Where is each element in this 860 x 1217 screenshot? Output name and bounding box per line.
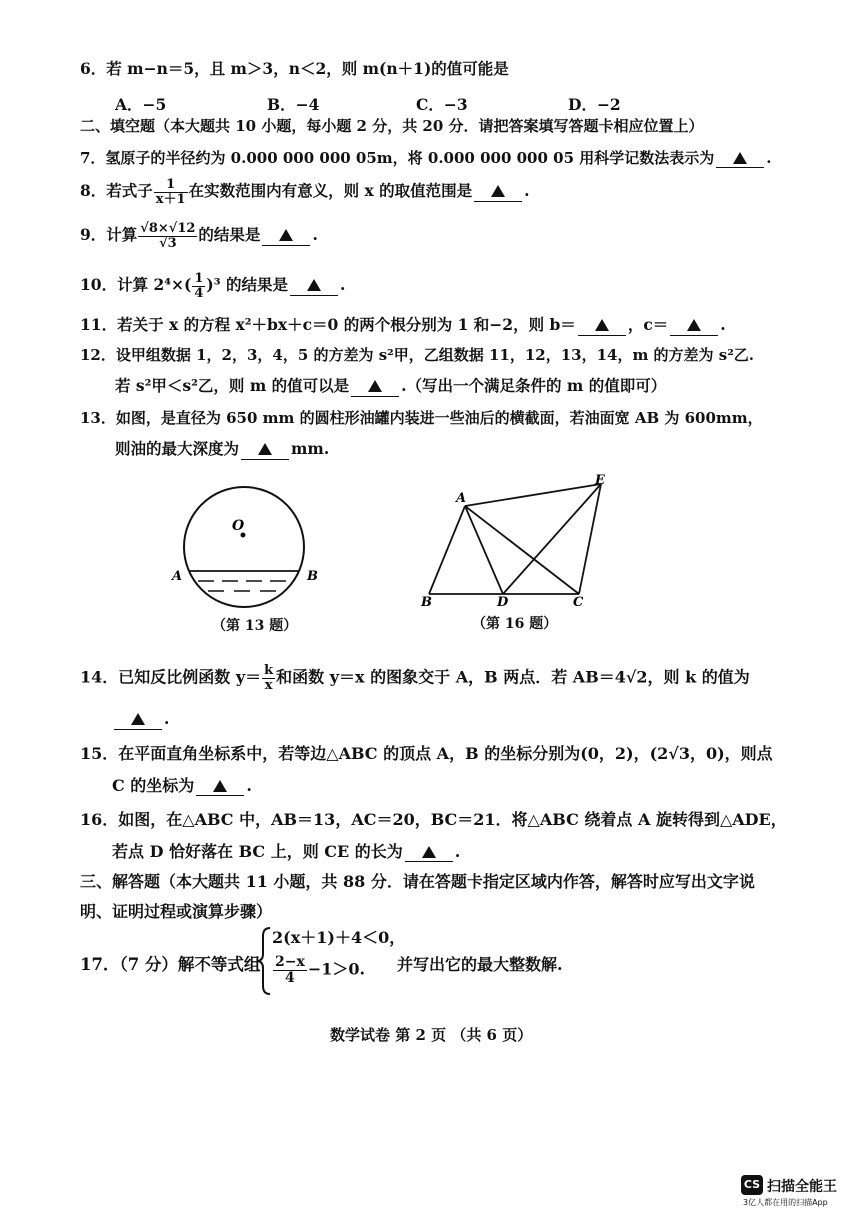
q15-text-pre: C 的坐标为 (112, 776, 195, 795)
q17-frac-num: 2−x (275, 954, 305, 970)
triangle-icon (687, 319, 701, 331)
q10-fraction (192, 272, 205, 300)
q11-end: . (720, 315, 726, 334)
q8-text-mid: 在实数范围内有意义，则 x 的取值范围是 (188, 181, 473, 201)
q12-text-pre: 若 s²甲＜s²乙，则 m 的值可以是 (115, 376, 350, 395)
q6-option-a: A．−5 (115, 95, 167, 114)
figure-16-caption: （第 16 题） (472, 616, 558, 632)
q14-text-mid: 和函数 y＝x 的图象交于 A，B 两点．若 AB＝4√2，则 k 的值为 (276, 667, 750, 687)
q11 (80, 316, 726, 336)
label-c: C (573, 595, 584, 610)
page-footer: 数学试卷 第 2 页 （共 6 页） (330, 1026, 533, 1044)
q9-frac-num: √8×√12 (140, 221, 196, 236)
answer-blank (196, 776, 244, 796)
q17-ineq2-tail: −1＞0. (307, 959, 366, 979)
watermark-tagline: 3亿人都在用的扫描App (743, 1198, 828, 1207)
q9 (80, 222, 318, 250)
scanner-watermark (741, 1175, 846, 1207)
q8-frac-den: x＋1 (155, 191, 186, 207)
section-3-heading-line-1: 三、解答题（本大题共 11 小题，共 88 分．请在答题卡指定区域内作答，解答时应写出文字说 (80, 872, 755, 891)
q13-text-post: mm. (291, 439, 330, 458)
q14-end: . (164, 709, 170, 728)
q8-frac-num: 1 (154, 178, 188, 193)
q16-line-2 (112, 842, 460, 862)
q9-text-mid: 的结果是 (198, 225, 261, 245)
label-a: A (172, 569, 183, 584)
q15-line-1: 15．在平面直角坐标系中，若等边△ABC 的顶点 A，B 的坐标分别为(0，2)，(2√3，0)，则点 (80, 744, 773, 763)
q17-text-post: 并写出它的最大整数解. (397, 955, 563, 974)
triangle-icon (279, 229, 293, 241)
q12-line-1: 12．设甲组数据 1，2，3，4，5 的方差为 s²甲，乙组数据 11，12，13，14，m 的方差为 s²乙. (80, 346, 755, 364)
answer-blank (241, 440, 289, 460)
q6-option-b: B．−4 (267, 95, 320, 114)
q12-text-post: .（写出一个满足条件的 m 的值即可） (401, 376, 667, 395)
q17-inequality-1: 2(x＋1)＋4＜0， (272, 928, 406, 947)
q14-fraction (262, 664, 275, 692)
q15-end: . (246, 776, 252, 795)
left-brace-icon (257, 926, 273, 996)
answer-blank (670, 316, 718, 336)
q6-option-c: C．−3 (416, 95, 468, 114)
q13-line-1: 13．如图，是直径为 650 mm 的圆柱形油罐内装进一些油后的横截面，若油面宽 AB 为 600mm， (80, 409, 763, 427)
label-b: B (307, 569, 318, 584)
q17-fraction (273, 955, 307, 985)
oil-region (184, 571, 304, 591)
q16-text-pre: 若点 D 恰好落在 BC 上，则 CE 的长为 (112, 842, 403, 861)
triangle-icon (131, 713, 145, 725)
q10-text-mid: )³ 的结果是 (206, 275, 288, 295)
q13-line-2 (115, 440, 329, 460)
q14-text-pre: 14．已知反比例函数 y＝ (80, 667, 262, 687)
answer-blank (262, 226, 310, 246)
watermark-name: 扫描全能王 (767, 1179, 837, 1195)
q10 (80, 272, 345, 300)
triangle-icon (422, 846, 436, 858)
q11-text-mid: ，c＝ (627, 315, 669, 334)
q14-frac-den: x (264, 677, 273, 693)
q9-frac-den: √3 (159, 235, 177, 251)
q9-fraction (138, 222, 197, 250)
q14-frac-num: k (264, 663, 274, 678)
q6-text: 6．若 m−n＝5，且 m＞3，n＜2，则 m(n＋1)的值可能是 (80, 59, 509, 78)
q14-answer-line (112, 710, 169, 730)
answer-blank (578, 316, 626, 336)
q13-text-pre: 则油的最大深度为 (115, 439, 240, 458)
q9-end: . (312, 225, 318, 245)
answer-blank (474, 182, 522, 202)
section-3-heading-line-2: 明、证明过程或演算步骤） (80, 902, 273, 921)
label-a: A (456, 491, 467, 506)
q16-end: . (454, 842, 461, 861)
answer-blank (114, 710, 162, 730)
q10-frac-den: 4 (194, 285, 204, 301)
label-d: D (497, 595, 509, 610)
q9-text-pre: 9．计算 (80, 225, 138, 245)
figure-13-circle-diagram (170, 485, 330, 615)
q6-option-d: D．−2 (568, 95, 621, 114)
q10-text-pre: 10．计算 2⁴×( (80, 275, 192, 295)
answer-blank (405, 842, 453, 862)
figure-13-caption: （第 13 题） (212, 618, 298, 634)
q14 (80, 664, 750, 692)
answer-blank (351, 377, 399, 397)
q8-text-pre: 8．若式子 (80, 181, 153, 201)
q7 (80, 149, 771, 168)
triangle-icon (213, 780, 227, 792)
figure-16-triangle-diagram (415, 470, 615, 610)
q17-frac-den: 4 (285, 969, 295, 986)
q11-text-pre: 11．若关于 x 的方程 x²＋bx＋c＝0 的两个根分别为 1 和−2，则 b＝ (80, 315, 576, 334)
answer-blank (716, 149, 764, 168)
label-e: E (595, 473, 605, 488)
label-o: O (232, 518, 245, 534)
triangle-icon (368, 380, 382, 392)
q8-fraction (154, 178, 188, 206)
q17-inequality-2 (272, 955, 365, 985)
section-2-heading: 二、填空题（本大题共 10 小题，每小题 2 分，共 20 分．请把答案填写答题卡相应位置上） (80, 117, 704, 135)
q12-line-2 (115, 377, 666, 397)
answer-blank (290, 276, 338, 296)
q8-end: . (524, 181, 530, 201)
label-b: B (421, 595, 432, 610)
q8 (80, 178, 530, 206)
figure-16-lines (429, 484, 601, 594)
q15-line-2 (112, 776, 252, 796)
triangle-icon (307, 279, 321, 291)
q16-line-1: 16．如图，在△ABC 中，AB＝13，AC＝20，BC＝21．将△ABC 绕着点 A 旋转得到△ADE， (80, 810, 787, 829)
triangle-icon (595, 319, 609, 331)
triangle-icon (258, 443, 272, 455)
q7-end: . (766, 149, 772, 167)
camscanner-logo-icon: CS (741, 1175, 763, 1195)
q10-frac-num: 1 (194, 271, 204, 286)
triangle-icon (733, 152, 747, 164)
q17-text-pre: 17．（7 分）解不等式组 (80, 955, 261, 974)
q7-text: 7．氢原子的半径约为 0.000 000 000 05m，将 0.000 000 000 05 用科学记数法表示为 (80, 149, 715, 167)
triangle-icon (491, 185, 505, 197)
q10-end: . (339, 275, 346, 295)
tank-circle (184, 487, 304, 607)
